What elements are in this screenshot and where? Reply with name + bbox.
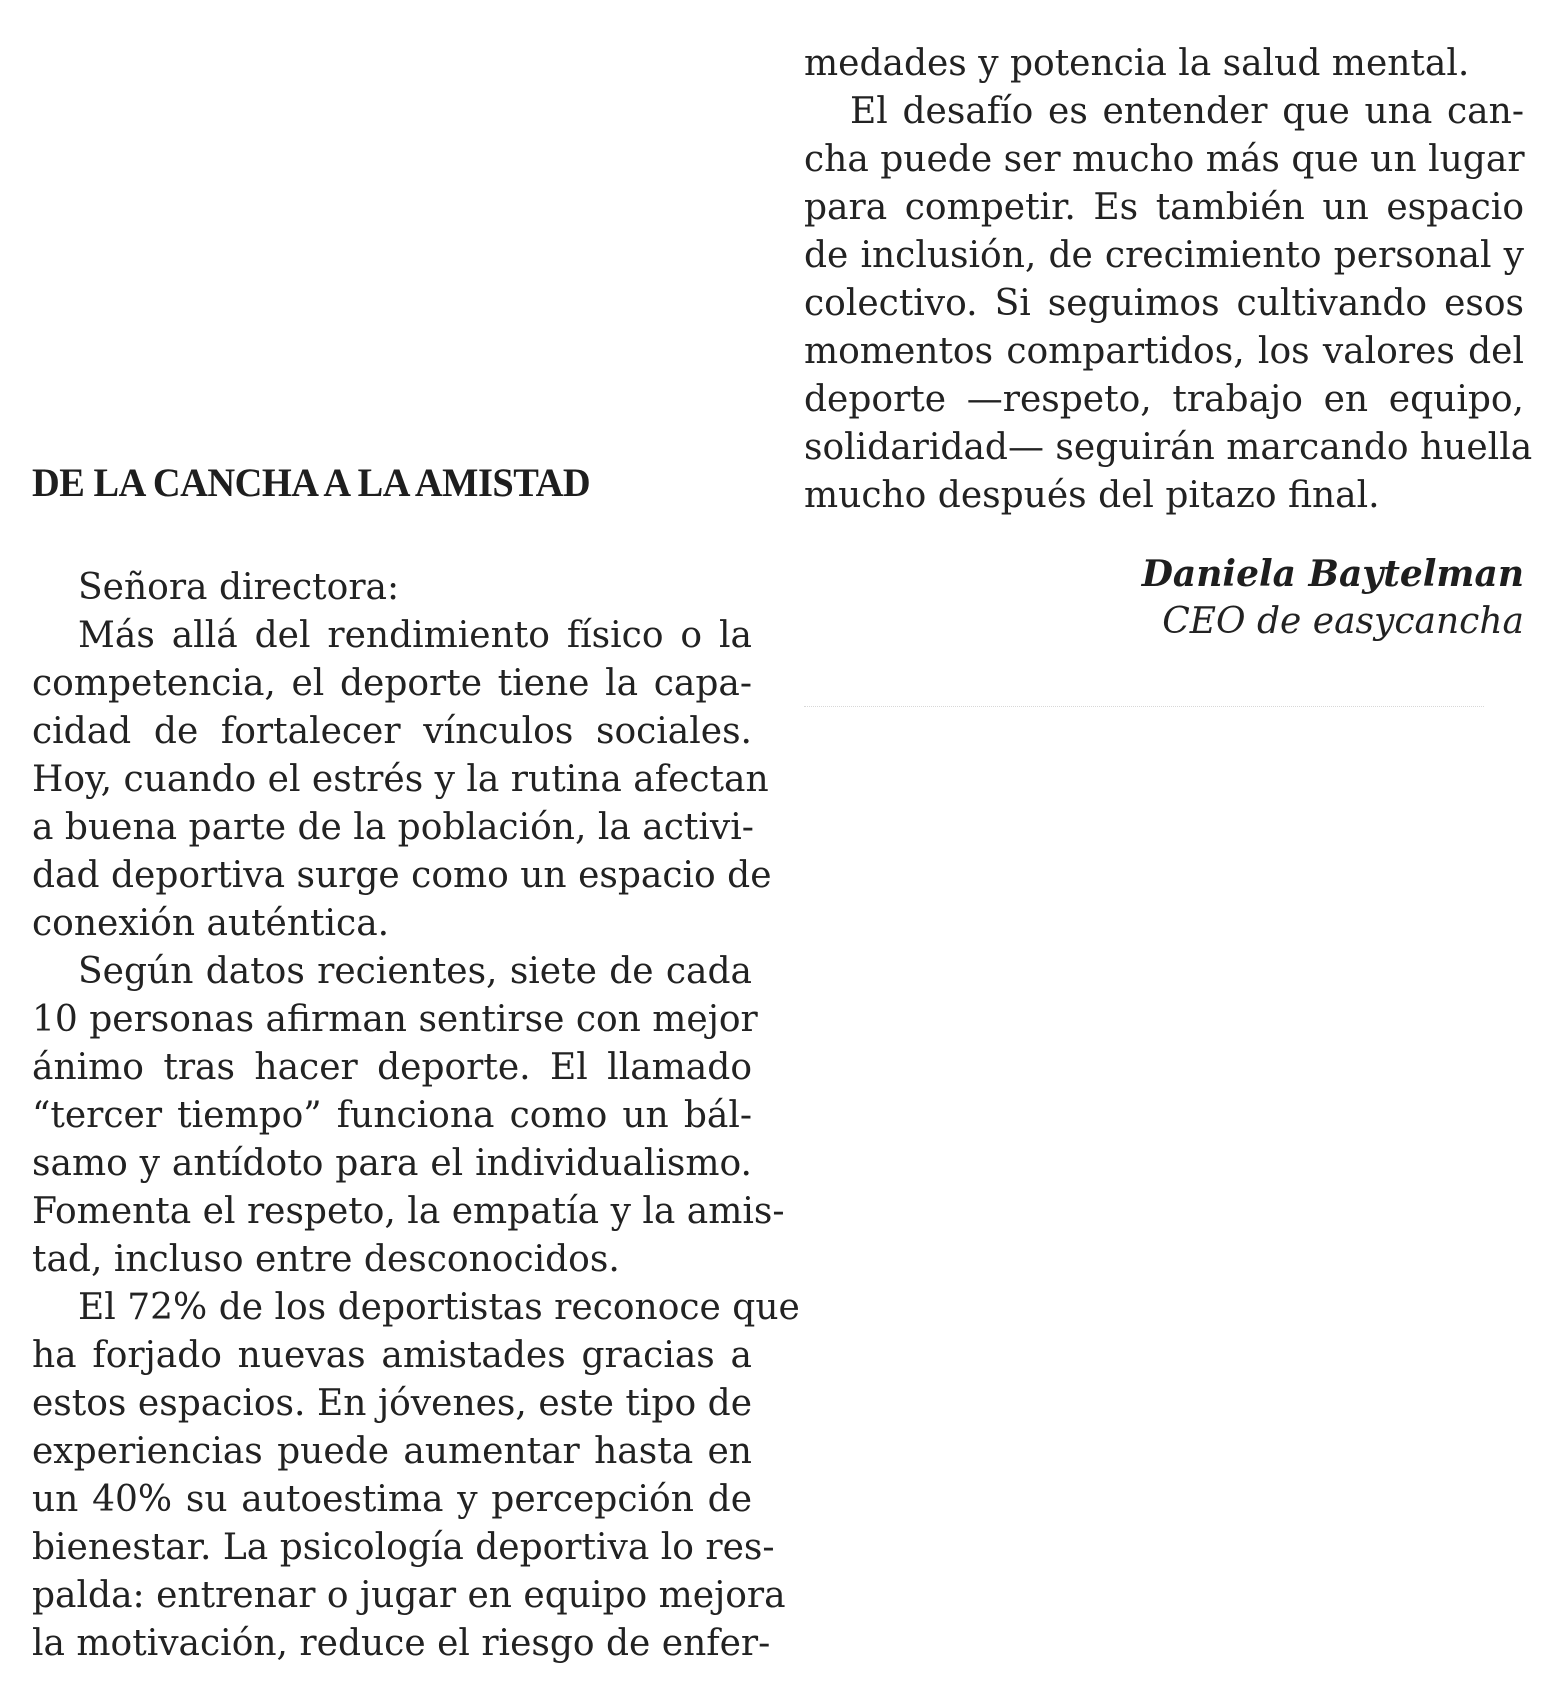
letter-body-right: [804, 40, 1533, 516]
body-line: de inclusión, de crecimiento personal y: [804, 235, 1524, 276]
body-line: Según datos recientes, siete de cada: [78, 951, 752, 992]
letter-headline: DE LA CANCHA A LA AMISTAD: [32, 460, 591, 505]
body-line: El 72% de los deportistas reconoce que: [78, 1287, 800, 1328]
body-line: un 40% su autoestima y percepción de: [32, 1479, 752, 1520]
letter-right-column: [804, 40, 1533, 720]
column-divider: [804, 706, 1484, 707]
signature-name: Daniela Baytelman: [1141, 553, 1524, 595]
body-line: El desafío es entender que una can-: [850, 91, 1524, 132]
body-line: colectivo. Si seguimos cultivando esos: [804, 283, 1524, 324]
body-line: “tercer tiempo” funciona como un bál-: [32, 1095, 752, 1136]
body-line: bienestar. La psicología deportiva lo res-: [32, 1527, 775, 1568]
body-line: mucho después del pitazo final.: [804, 475, 1380, 516]
body-line: medades y potencia la salud mental.: [804, 43, 1470, 84]
body-line: para competir. Es también un espacio: [804, 187, 1524, 228]
signature-block: [1142, 550, 1524, 646]
body-line: ánimo tras hacer deporte. El llamado: [32, 1047, 752, 1088]
body-line: tad, incluso entre desconocidos.: [32, 1239, 620, 1280]
body-line: cidad de fortalecer vínculos sociales.: [32, 711, 752, 752]
letter-left-column: [32, 456, 800, 1664]
body-line: estos espacios. En jóvenes, este tipo de: [32, 1383, 752, 1424]
body-line: a buena parte de la población, la activi-: [32, 807, 754, 848]
body-line: palda: entrenar o jugar en equipo mejora: [32, 1575, 786, 1616]
body-line: samo y antídoto para el individualismo.: [32, 1143, 752, 1184]
signature-role: CEO de easycancha: [1162, 601, 1524, 642]
letter-body-left: [32, 564, 800, 1664]
body-line: deporte —respeto, trabajo en equipo,: [804, 379, 1524, 420]
body-line: ha forjado nuevas amistades gracias a: [32, 1335, 752, 1376]
body-line: momentos compartidos, los valores del: [804, 331, 1524, 372]
body-line: cha puede ser mucho más que un lugar: [804, 139, 1525, 180]
body-line: Hoy, cuando el estrés y la rutina afectan: [32, 759, 769, 800]
body-line: solidaridad— seguirán marcando huella: [804, 427, 1533, 468]
body-line: experiencias puede aumentar hasta en: [32, 1431, 752, 1472]
body-line: Fomenta el respeto, la empatía y la amis-: [32, 1191, 785, 1232]
body-line: la motivación, reduce el riesgo de enfer-: [32, 1623, 771, 1664]
body-line: dad deportiva surge como un espacio de: [32, 855, 772, 896]
salutation: Señora directora:: [78, 567, 400, 608]
body-line: Más allá del rendimiento físico o la: [78, 615, 752, 656]
body-line: 10 personas afirman sentirse con mejor: [32, 999, 758, 1040]
body-line: competencia, el deporte tiene la capa-: [32, 663, 752, 704]
body-line: conexión auténtica.: [32, 903, 390, 944]
